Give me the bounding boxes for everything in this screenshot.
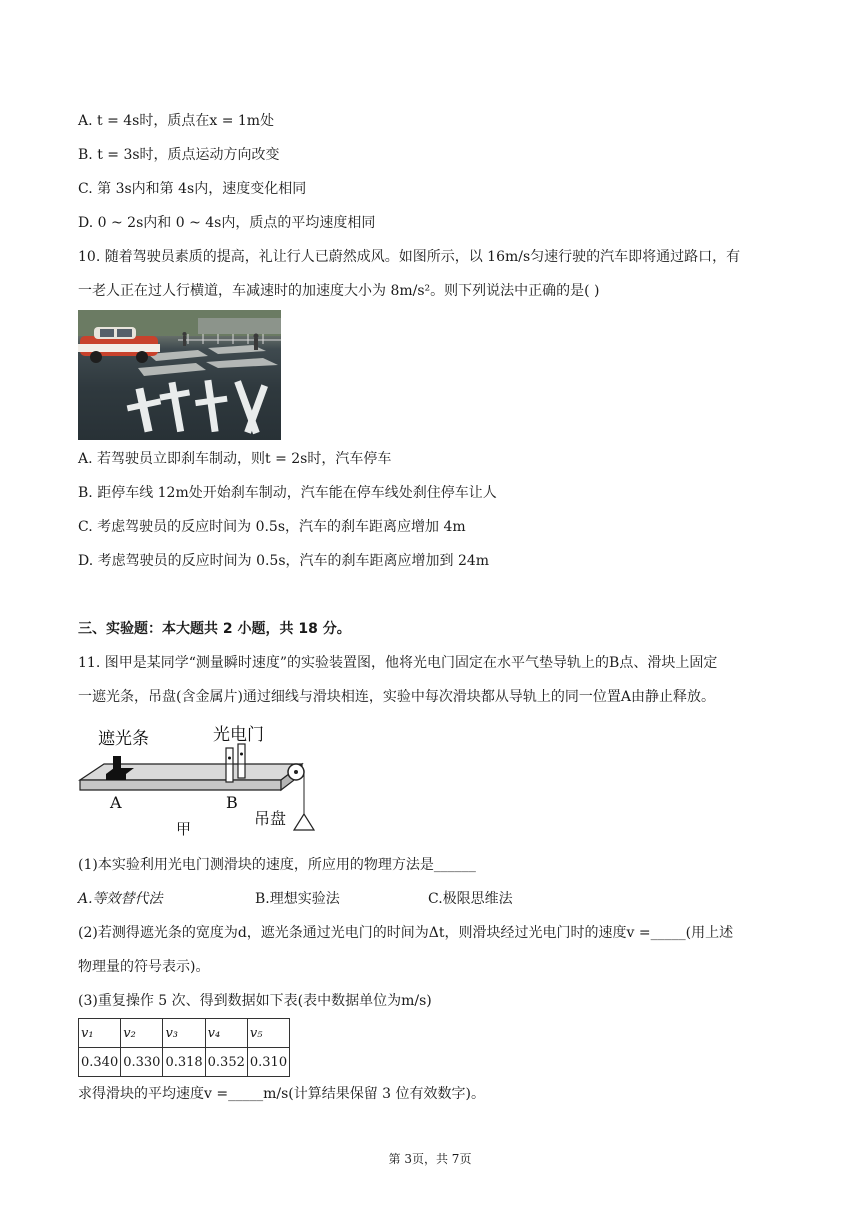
table-value-cell: 0.330 bbox=[121, 1048, 163, 1077]
label-shading-strip: 遮光条 bbox=[98, 729, 149, 749]
table-header-cell: v₃ bbox=[163, 1019, 205, 1048]
crosswalk-photo bbox=[78, 310, 281, 440]
apparatus-figure bbox=[76, 718, 326, 843]
q10-stem-line1: 10. 随着驾驶员素质的提高，礼让行人已蔚然成风。如图所示，以 16m/s匀速行驶的汽车即将通过路口，有 bbox=[78, 249, 741, 265]
label-photogate: 光电门 bbox=[213, 725, 264, 745]
q10-option-a: A. 若驾驶员立即刹车制动，则t = 2s时，汽车停车 bbox=[78, 451, 392, 467]
q11-part3-answer: 求得滑块的平均速度v =_____m/s(计算结果保留 3 位有效数字)。 bbox=[78, 1086, 485, 1102]
q11-option-b: B.理想实验法 bbox=[255, 891, 340, 907]
q9-option-c: C. 第 3s内和第 4s内，速度变化相同 bbox=[78, 181, 307, 197]
q11-part2-line2: 物理量的符号表示)。 bbox=[78, 959, 210, 975]
velocity-table-value-row bbox=[79, 1048, 290, 1077]
q10-stem-line2: 一老人正在过人行横道，车减速时的加速度大小为 8m/s²。则下列说法中正确的是( ) bbox=[78, 283, 600, 299]
label-point-a: A bbox=[110, 793, 122, 812]
q10-option-c: C. 考虑驾驶员的反应时间为 0.5s，汽车的刹车距离应增加 4m bbox=[78, 519, 466, 535]
section-heading: 三、实验题：本大题共 2 小题，共 18 分。 bbox=[78, 621, 351, 637]
table-value-cell: 0.310 bbox=[247, 1048, 289, 1077]
q11-option-a: A.等效替代法 bbox=[78, 891, 163, 907]
q11-stem-line2: 一遮光条，吊盘(含金属片)通过细线与滑块相连，实验中每次滑块都从导轨上的同一位置A由静止释放。 bbox=[78, 689, 716, 705]
velocity-table-header-row bbox=[79, 1019, 290, 1048]
table-header-cell: v₁ bbox=[79, 1019, 121, 1048]
q11-option-c: C.极限思维法 bbox=[428, 891, 513, 907]
table-value-cell: 0.318 bbox=[163, 1048, 205, 1077]
q9-option-d: D. 0 ~ 2s内和 0 ~ 4s内，质点的平均速度相同 bbox=[78, 215, 376, 231]
table-value-cell: 0.340 bbox=[79, 1048, 121, 1077]
q10-option-d: D. 考虑驾驶员的反应时间为 0.5s，汽车的刹车距离应增加到 24m bbox=[78, 553, 490, 569]
figure-caption: 甲 bbox=[176, 820, 192, 838]
page-footer: 第 3页，共 7页 bbox=[388, 1152, 472, 1166]
table-header-cell: v₂ bbox=[121, 1019, 163, 1048]
label-pan: 吊盘 bbox=[254, 809, 287, 828]
q9-option-a: A. t = 4s时，质点在x = 1m处 bbox=[78, 113, 275, 129]
q10-option-b: B. 距停车线 12m处开始刹车制动，汽车能在停车线处刹住停车让人 bbox=[78, 485, 497, 501]
q11-part2-line1: (2)若测得遮光条的宽度为d，遮光条通过光电门的时间为Δt，则滑块经过光电门时的速度v =_____(用上述 bbox=[78, 925, 734, 941]
table-header-cell: v₄ bbox=[205, 1019, 247, 1048]
q11-part3: (3)重复操作 5 次、得到数据如下表(表中数据单位为m/s) bbox=[78, 993, 432, 1009]
apparatus-drawing bbox=[76, 718, 326, 843]
table-header-cell: v₅ bbox=[247, 1019, 289, 1048]
table-value-cell: 0.352 bbox=[205, 1048, 247, 1077]
q11-stem-line1: 11. 图甲是某同学“测量瞬时速度”的实验装置图，他将光电门固定在水平气垫导轨上的B点、滑块上固定 bbox=[78, 655, 718, 671]
q9-option-b: B. t = 3s时，质点运动方向改变 bbox=[78, 147, 280, 163]
q11-part1: (1)本实验利用光电门测滑块的速度，所应用的物理方法是______ bbox=[78, 857, 476, 873]
crosswalk-photo-drawing bbox=[78, 310, 281, 440]
label-point-b: B bbox=[226, 793, 238, 812]
velocity-table bbox=[78, 1018, 290, 1077]
